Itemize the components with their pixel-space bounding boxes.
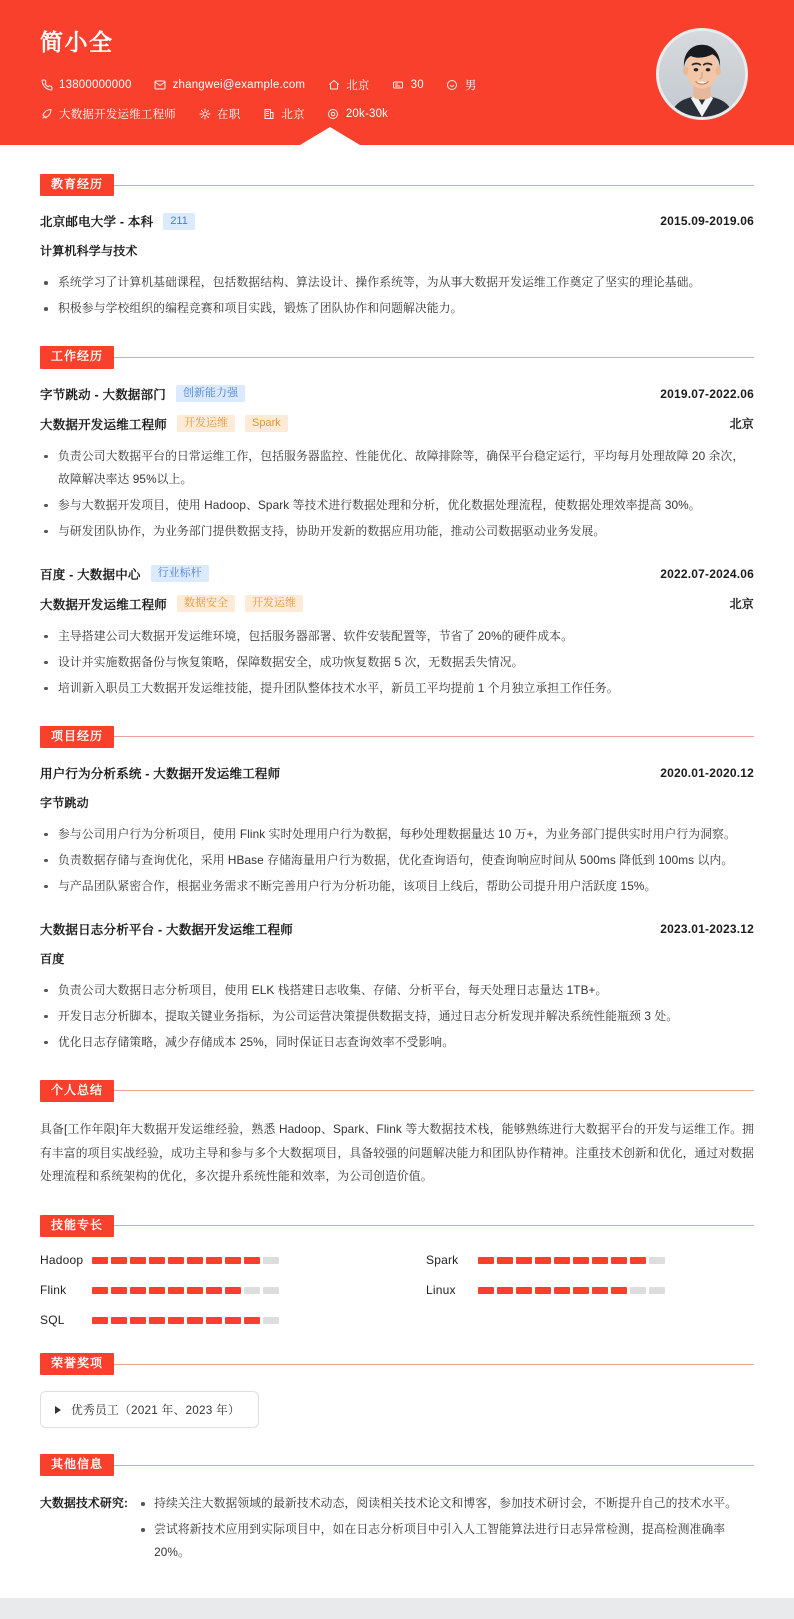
- section-education: [40, 174, 754, 320]
- expected-salary-value: 20k-30k: [345, 108, 389, 121]
- skill-segment: [554, 1257, 570, 1264]
- skill-segment: [244, 1257, 260, 1264]
- contact-city-value: 北京: [346, 80, 370, 93]
- section-title-projects: 项目经历: [40, 726, 114, 748]
- skill-segment: [649, 1257, 665, 1264]
- list-item: 设计并实施数据备份与恢复策略，保障数据安全，成功恢复数据 5 次，无数据丢失情况。: [42, 651, 754, 674]
- project-date: 2023.01-2023.12: [660, 921, 754, 936]
- work-bullets: [42, 445, 754, 543]
- rocket-icon: [40, 108, 53, 121]
- section-work: [40, 346, 754, 699]
- skill-segment: [111, 1317, 127, 1324]
- work-entry: [40, 565, 754, 700]
- project-entry: [40, 920, 754, 1054]
- skill-segment: [206, 1317, 222, 1324]
- work-entry: [40, 385, 754, 543]
- skill-segment: [225, 1257, 241, 1264]
- skill-segment: [649, 1287, 665, 1294]
- section-header-projects: [40, 726, 754, 748]
- salary-icon: [327, 108, 340, 121]
- project-name: 大数据日志分析平台 - 大数据开发运维工程师: [40, 922, 294, 937]
- skill-label: Flink: [40, 1283, 67, 1298]
- skill-segment: [573, 1257, 589, 1264]
- avatar: [656, 28, 748, 120]
- list-item: 尝试将新技术应用到实际项目中，如在日志分析项目中引入人工智能算法进行日志异常检测，提高检测准确率 20%。: [136, 1518, 754, 1564]
- work-company-tag: 行业标杆: [151, 565, 209, 583]
- skill-segment: [92, 1257, 108, 1264]
- section-rule: [112, 1465, 754, 1466]
- section-rule: [112, 185, 754, 186]
- mail-icon: [154, 79, 167, 92]
- skill-level-bar: [92, 1317, 279, 1324]
- skills-grid: [40, 1253, 754, 1327]
- skill-label: Hadoop: [40, 1253, 84, 1268]
- list-item: 负责公司大数据平台的日常运维工作，包括服务器监控、性能优化、故障排除等，确保平台稳定运行，平均每月处理故障 20 余次，故障解决率达 95%以上。: [42, 445, 754, 491]
- skill-segment: [244, 1287, 260, 1294]
- list-item: 开发日志分析脚本，提取关键业务指标，为公司运营决策提供数据支持，通过日志分析发现并解决系统性能瓶颈 3 处。: [42, 1005, 754, 1028]
- resume-header: [0, 0, 794, 152]
- other-info-group: [40, 1492, 754, 1564]
- list-item: 参与大数据开发项目，使用 Hadoop、Spark 等技术进行数据处理和分析，优化数据处理流程，使数据处理效率提高 30%。: [42, 494, 754, 517]
- gender-icon: [446, 79, 459, 92]
- skill-segment: [168, 1317, 184, 1324]
- phone-icon: [40, 79, 53, 92]
- list-item: 系统学习了计算机基础课程，包括数据结构、算法设计、操作系统等，为从事大数据开发运维工作奠定了坚实的理论基础。: [42, 271, 754, 294]
- skill-segment: [225, 1287, 241, 1294]
- skill-segment: [497, 1257, 513, 1264]
- status-icon: [198, 108, 211, 121]
- work-position-tag: 开发运维: [177, 415, 235, 433]
- project-entry-head: [40, 920, 754, 938]
- skill-item: [426, 1253, 754, 1267]
- section-header-work: [40, 346, 754, 368]
- section-header-other: [40, 1454, 754, 1476]
- skill-segment: [535, 1257, 551, 1264]
- contact-gender: [446, 77, 477, 93]
- page-title: 简小全: [40, 29, 114, 55]
- skill-segment: [516, 1287, 532, 1294]
- skill-segment: [516, 1257, 532, 1264]
- skill-item: [426, 1283, 754, 1297]
- work-position-tag: 开发运维: [245, 595, 303, 613]
- skill-segment: [130, 1287, 146, 1294]
- skill-level-bar: [478, 1257, 665, 1264]
- section-rule: [112, 736, 754, 737]
- work-position: 大数据开发运维工程师: [40, 597, 168, 612]
- skill-segment: [592, 1287, 608, 1294]
- work-entry-head: [40, 565, 754, 583]
- project-date: 2020.01-2020.12: [660, 765, 754, 780]
- triangle-right-icon: [55, 1406, 61, 1414]
- header-info: [40, 26, 656, 122]
- section-header-skills: [40, 1215, 754, 1237]
- section-title-work: 工作经历: [40, 346, 114, 368]
- section-rule: [112, 1364, 754, 1365]
- contact-phone-value: 13800000000: [59, 79, 132, 92]
- work-position-tag: 数据安全: [177, 595, 235, 613]
- project-entry-head: [40, 764, 754, 782]
- section-rule: [112, 357, 754, 358]
- work-company: 百度 - 大数据中心: [40, 567, 141, 582]
- section-header-honors: [40, 1353, 754, 1375]
- project-company: 百度: [40, 951, 65, 966]
- work-position-tag: Spark: [245, 415, 288, 433]
- skill-segment: [263, 1257, 279, 1264]
- contact-age-value: 30: [410, 79, 424, 92]
- skill-segment: [478, 1287, 494, 1294]
- work-city: [262, 106, 304, 122]
- skill-level-bar: [92, 1287, 279, 1294]
- skill-segment: [630, 1257, 646, 1264]
- list-item: 优化日志存储策略，减少存储成本 25%，同时保证日志查询效率不受影响。: [42, 1031, 754, 1054]
- section-rule: [112, 1090, 754, 1091]
- skill-level-bar: [478, 1287, 665, 1294]
- list-item: 积极参与学校组织的编程竞赛和项目实践，锻炼了团队协作和问题解决能力。: [42, 297, 754, 320]
- building-icon: [262, 108, 275, 121]
- contact-row-secondary: [40, 106, 656, 122]
- project-entry: [40, 764, 754, 898]
- skill-segment: [149, 1287, 165, 1294]
- skill-label: Linux: [426, 1283, 456, 1298]
- section-header-summary: [40, 1080, 754, 1102]
- section-title-skills: 技能专长: [40, 1215, 114, 1237]
- honor-item-label: 优秀员工（2021 年、2023 年）: [71, 1403, 241, 1418]
- contact-age: [392, 79, 424, 92]
- skill-segment: [168, 1257, 184, 1264]
- work-position: 大数据开发运维工程师: [40, 417, 168, 432]
- skill-segment: [149, 1317, 165, 1324]
- honors-list: [40, 1391, 754, 1428]
- work-bullets: [42, 625, 754, 700]
- skill-segment: [206, 1257, 222, 1264]
- education-major: 计算机科学与技术: [40, 244, 138, 259]
- skill-segment: [630, 1287, 646, 1294]
- skill-segment: [111, 1257, 127, 1264]
- summary-text: 具备[工作年限]年大数据开发运维经验，熟悉 Hadoop、Spark、Flink 等大数据技术栈，能够熟练进行大数据平台的开发与运维工作。拥有丰富的项目实战经验，成功主导和参与多个大数据项目，具备较强的问题解决能力和团队协作精神。注重技术创新和优化，通过对数据处理流程和系统架构的优化，多次提升系统性能和效率，为公司创造价值。: [40, 1122, 754, 1184]
- section-header-education: [40, 174, 754, 196]
- work-entry-head: [40, 385, 754, 403]
- section-title-education: 教育经历: [40, 174, 114, 196]
- skill-segment: [149, 1257, 165, 1264]
- other-info-bullets: [136, 1492, 754, 1564]
- education-entry: [40, 212, 754, 320]
- skill-label: SQL: [40, 1313, 65, 1328]
- work-city-value: 北京: [281, 109, 305, 122]
- skill-item: [40, 1283, 368, 1297]
- contact-phone: [40, 79, 132, 92]
- skill-segment: [263, 1287, 279, 1294]
- section-skills: [40, 1215, 754, 1327]
- section-title-honors: 荣誉奖项: [40, 1353, 114, 1375]
- work-location: 北京: [729, 597, 754, 612]
- project-bullets: [42, 979, 754, 1054]
- header-notch: [0, 127, 794, 152]
- list-item: 参与公司用户行为分析项目，使用 Flink 实时处理用户行为数据，每秒处理数据量达 10 万+，为业务部门提供实时用户行为洞察。: [42, 823, 754, 846]
- skill-segment: [187, 1317, 203, 1324]
- education-entry-head: [40, 212, 754, 230]
- target-position: [40, 106, 176, 122]
- skill-level-bar: [92, 1257, 279, 1264]
- education-tag: 211: [163, 213, 195, 231]
- skill-segment: [187, 1257, 203, 1264]
- skill-segment: [206, 1287, 222, 1294]
- skill-segment: [554, 1287, 570, 1294]
- section-other: [40, 1454, 754, 1564]
- contact-gender-value: 男: [464, 80, 477, 93]
- skill-segment: [497, 1287, 513, 1294]
- skill-segment: [225, 1317, 241, 1324]
- list-item: 培训新入职员工大数据开发运维技能，提升团队整体技术水平，新员工平均提前 1 个月独立承担工作任务。: [42, 677, 754, 700]
- skill-segment: [130, 1317, 146, 1324]
- honor-item[interactable]: [40, 1391, 259, 1428]
- section-summary: [40, 1080, 754, 1189]
- work-entry-subhead: [40, 415, 754, 433]
- section-title-summary: 个人总结: [40, 1080, 114, 1102]
- contact-row-primary: [40, 77, 656, 93]
- skill-segment: [611, 1287, 627, 1294]
- skill-segment: [130, 1257, 146, 1264]
- work-company: 字节跳动 - 大数据部门: [40, 387, 167, 402]
- list-item: 持续关注大数据领域的最新技术动态，阅读相关技术论文和博客，参加技术研讨会，不断提升自己的技术水平。: [136, 1492, 754, 1515]
- list-item: 与产品团队紧密合作，根据业务需求不断完善用户行为分析功能，该项目上线后，帮助公司提升用户活跃度 15%。: [42, 875, 754, 898]
- contact-email-value: zhangwei@example.com: [172, 79, 306, 92]
- expected-salary: [327, 108, 388, 121]
- skill-segment: [111, 1287, 127, 1294]
- contact-email: [154, 79, 306, 92]
- list-item: 负责公司大数据日志分析项目，使用 ELK 栈搭建日志收集、存储、分析平台，每天处理日志量达 1TB+。: [42, 979, 754, 1002]
- work-entry-subhead: [40, 595, 754, 613]
- skill-segment: [92, 1287, 108, 1294]
- work-company-tag: 创新能力强: [176, 385, 245, 403]
- target-position-value: 大数据开发运维工程师: [59, 109, 176, 122]
- skill-segment: [611, 1257, 627, 1264]
- skill-segment: [535, 1287, 551, 1294]
- skill-segment: [573, 1287, 589, 1294]
- list-item: 负责数据存储与查询优化，采用 HBase 存储海量用户行为数据，优化查询语句，使查询响应时间从 500ms 降低到 100ms 以内。: [42, 849, 754, 872]
- work-location: 北京: [729, 417, 754, 432]
- section-rule: [112, 1225, 754, 1226]
- skill-segment: [263, 1317, 279, 1324]
- skill-segment: [592, 1257, 608, 1264]
- job-status: [198, 106, 240, 122]
- other-info-label: 大数据技术研究:: [40, 1496, 129, 1511]
- skill-segment: [187, 1287, 203, 1294]
- id-card-icon: [392, 79, 405, 92]
- project-name: 用户行为分析系统 - 大数据开发运维工程师: [40, 766, 281, 781]
- list-item: 主导搭建公司大数据开发运维环境，包括服务器部署、软件安装配置等，节省了 20%的硬件成本。: [42, 625, 754, 648]
- section-projects: [40, 726, 754, 1054]
- education-bullets: [42, 271, 754, 320]
- education-school: 北京邮电大学 - 本科: [40, 215, 154, 230]
- skill-segment: [478, 1257, 494, 1264]
- skill-item: [40, 1253, 368, 1267]
- section-title-other: 其他信息: [40, 1454, 114, 1476]
- work-date: 2019.07-2022.06: [660, 386, 754, 401]
- section-honors: [40, 1353, 754, 1428]
- skill-label: Spark: [426, 1253, 459, 1268]
- list-item: 与研发团队协作，为业务部门提供数据支持，协助开发新的数据应用功能，推动公司数据驱动业务发展。: [42, 520, 754, 543]
- work-date: 2022.07-2024.06: [660, 566, 754, 581]
- job-status-value: 在职: [217, 109, 241, 122]
- skill-segment: [168, 1287, 184, 1294]
- skill-segment: [92, 1317, 108, 1324]
- resume-body: [0, 174, 794, 1598]
- skill-item: [40, 1313, 368, 1327]
- home-icon: [327, 79, 340, 92]
- education-date: 2015.09-2019.06: [660, 214, 754, 229]
- contact-city: [327, 77, 369, 93]
- skill-segment: [244, 1317, 260, 1324]
- project-company: 字节跳动: [40, 795, 89, 810]
- project-bullets: [42, 823, 754, 898]
